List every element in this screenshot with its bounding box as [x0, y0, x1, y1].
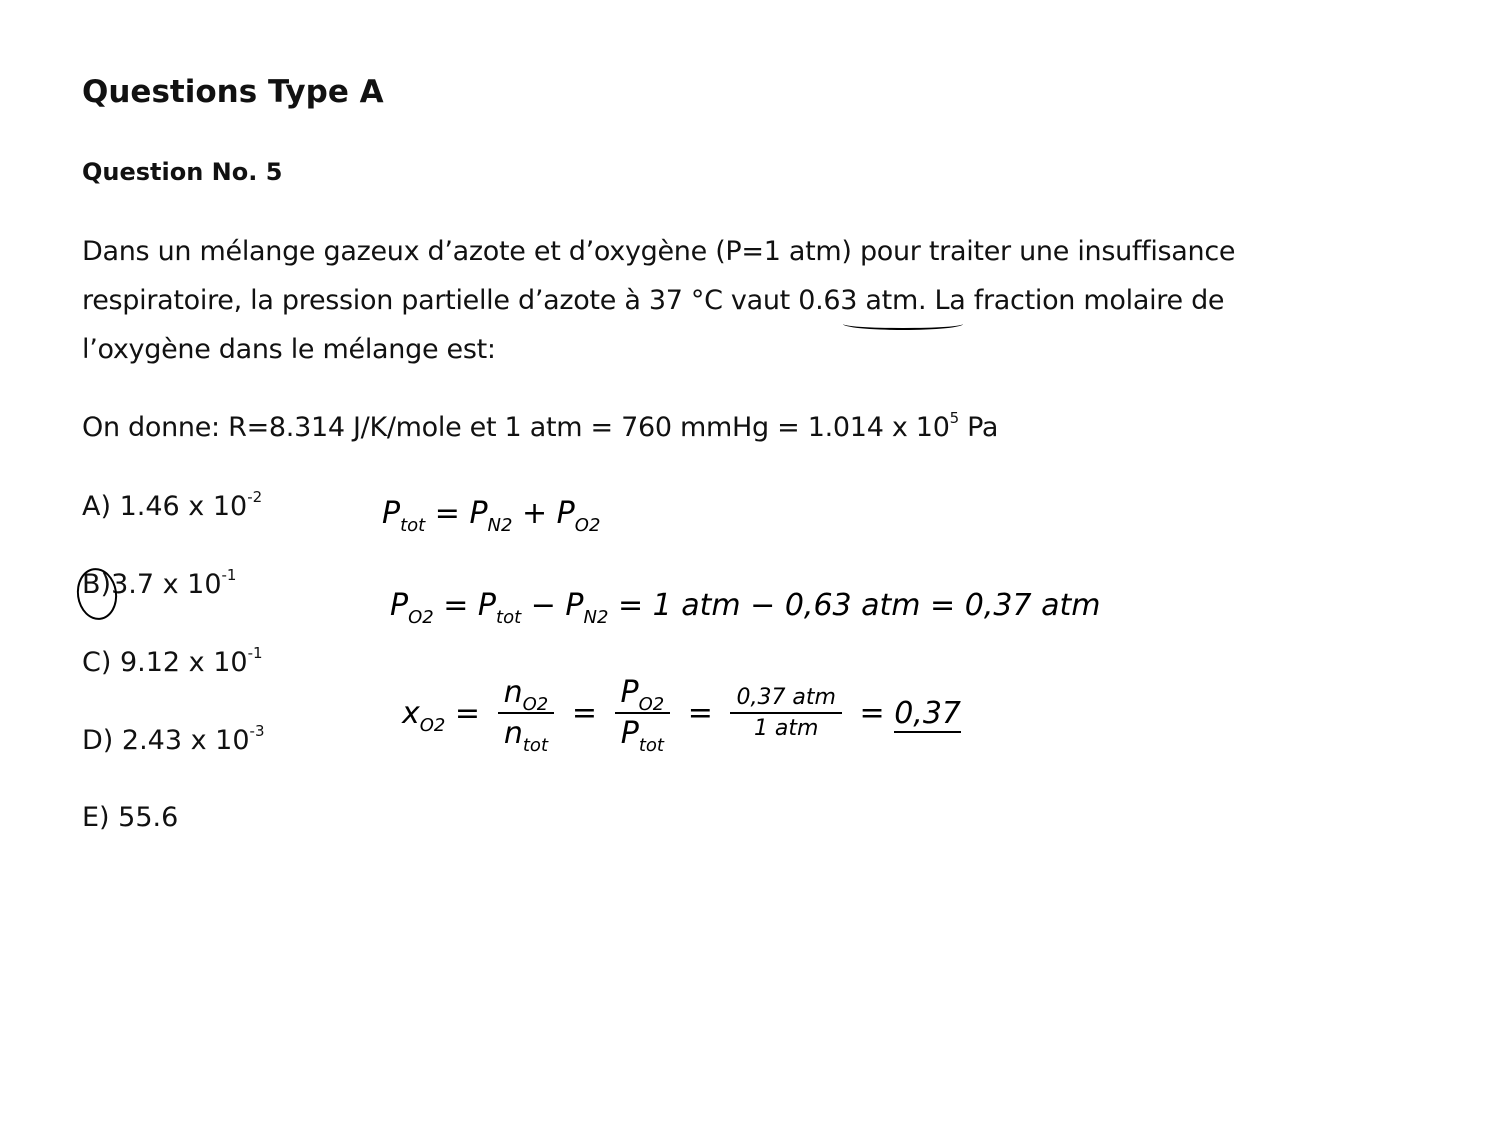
handwriting-line3-n_num: n	[503, 675, 523, 710]
options-2-exp: -1	[247, 644, 263, 662]
options-1-exp: -1	[221, 566, 237, 584]
options-1-rest: 3.7 x 10	[111, 569, 222, 600]
handwriting-line3-p_num: P	[620, 675, 639, 710]
handwriting-line1-plus: + P	[512, 496, 575, 531]
handwritten-line-2	[390, 588, 1101, 628]
handwriting-line2-c_sub: N2	[583, 607, 609, 628]
handwriting-line2-b_sub: tot	[496, 607, 522, 628]
given-constants	[82, 409, 999, 443]
handwriting-line1-c_sub: O2	[574, 515, 601, 536]
question-number: Question No. 5	[82, 158, 283, 186]
options-0-label: A) 1.46 x 10	[82, 491, 248, 522]
handwriting-line3-x: x	[402, 695, 420, 731]
handwritten-result: 0,37	[894, 695, 961, 731]
handwriting-line3-n_den_sub: tot	[522, 735, 549, 756]
handwriting-line1-b_sub: N2	[487, 515, 513, 536]
option-e	[82, 802, 178, 833]
handwritten-underline	[843, 318, 963, 330]
options-2-label: C) 9.12 x 10	[82, 647, 248, 678]
handwriting-line3-x_sub: O2	[419, 714, 446, 736]
option-a	[82, 488, 263, 522]
fraction-values	[730, 685, 842, 741]
question-text: respiratoire, la pression partielle d’azote à 37 °C vaut	[82, 285, 799, 316]
question-line-3: l’oxygène dans le mélange est:	[82, 334, 496, 365]
option-d	[82, 722, 265, 756]
handwriting-line1-a: P	[382, 496, 401, 531]
question-line-2	[82, 285, 1224, 316]
option-c	[82, 644, 263, 678]
handwriting-line3-n_num_sub: O2	[522, 694, 549, 715]
given-text: On donne: R=8.314 J/K/mole et 1 atm = 760 mmHg = 1.014 x 10	[82, 412, 950, 443]
handwritten-line-3: $x_{O2}$ = $\frac{n_{O2}}{n_{tot}}$ = $\frac{P_{O2}}{P_{tot}}$ = $\frac{\text{0,37 atm}}{\text{1 atm}}$ = 0,37	[402, 675, 961, 756]
options-1-label: B)	[82, 569, 112, 600]
nitrogen-pressure-value: 0.63 atm	[798, 285, 918, 316]
page-heading: Questions Type A	[82, 74, 384, 110]
handwriting-line1-a_sub: tot	[400, 515, 426, 536]
handwriting-line1-eq: = P	[425, 496, 488, 531]
handwriting-line3-v_num: 0,37 atm	[730, 685, 842, 714]
fraction-moles	[498, 675, 555, 756]
handwriting-line3-v_den: 1 atm	[753, 716, 819, 741]
handwriting-line2-minus: − P	[521, 588, 584, 623]
fraction-pressures	[615, 675, 671, 756]
handwriting-line3-p_den_sub: tot	[638, 735, 664, 756]
options-3-label: D) 2.43 x 10	[82, 725, 250, 756]
handwriting-line2-a: P	[390, 588, 409, 623]
given-suffix: Pa	[958, 412, 999, 443]
question-line-1: Dans un mélange gazeux d’azote et d’oxygène (P=1 atm) pour traiter une insuffisance	[82, 236, 1236, 267]
handwriting-line3-p_den: P	[620, 716, 639, 751]
handwriting-line3-n_den: n	[503, 716, 523, 751]
handwriting-line3-p_num_sub: O2	[638, 694, 665, 715]
options-0-exp: -2	[247, 488, 263, 506]
handwriting-line2-eq1: = P	[433, 588, 497, 623]
options-4-label: E) 55.6	[82, 802, 179, 833]
given-exponent: 5	[949, 409, 959, 427]
handwriting-line2-rest: = 1 atm − 0,63 atm = 0,37 atm	[608, 588, 1101, 623]
handwritten-line-1	[382, 496, 601, 536]
question-text: . La fraction molaire de	[917, 285, 1225, 316]
handwriting-line2-a_sub: O2	[408, 607, 434, 628]
options-3-exp: -3	[249, 722, 265, 740]
